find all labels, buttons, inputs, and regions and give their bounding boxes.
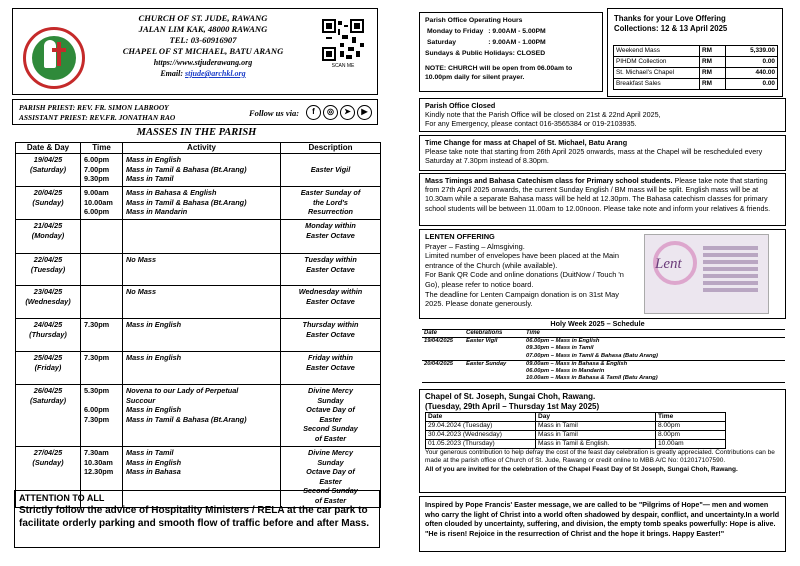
mass-activity: No Mass: [123, 286, 281, 319]
offering-row: [614, 68, 778, 79]
offering-currency: RM: [700, 46, 726, 57]
mass-activity: Mass in English Mass in Tamil & Bahasa (Bt.Arang) Mass in Tamil: [123, 154, 281, 187]
sundays-closed: Sundays & Public Holidays: CLOSED: [425, 50, 546, 57]
offering-amount: 5,339.00: [726, 46, 778, 57]
mass-description: Monday within Easter Octave: [281, 220, 381, 254]
ch-date: 29.04.2024 (Tuesday): [426, 422, 536, 431]
parish-priest: PARISH PRIEST: REV. FR. SIMON LABROOY: [19, 103, 169, 112]
mass-date: 26/04/25 (Saturday): [16, 385, 81, 447]
lenten-poster-word: Lent: [655, 256, 682, 272]
offering-title: Thanks for your Love Offering: [614, 14, 726, 23]
mass-date: 21/04/25 (Monday): [16, 220, 81, 254]
ch-col-day: Day: [536, 413, 656, 422]
time-change-title: Time Change for mass at Chapel of St. Michael, Batu Arang: [425, 138, 628, 147]
ch-time: 8.00pm: [656, 422, 726, 431]
office-closed-body: Kindly note that the Parish Office will be closed on 21st & 22nd April 2025, For any Emergency, please contact 016-3565384 or 019-2103935.: [425, 110, 661, 129]
left-page: [0, 0, 393, 566]
mass-time: [81, 220, 123, 254]
mass-date: 22/04/25 (Tuesday): [16, 254, 81, 286]
mass-row: [16, 352, 381, 385]
qr-code-icon: [322, 19, 364, 61]
col-activity: Activity: [123, 143, 281, 154]
church-address: JALAN LIM KAK, 48000 RAWANG: [138, 24, 268, 34]
lenten-box: [419, 229, 786, 319]
offering-box: [607, 8, 783, 97]
hw-time: 06.00pm – Mass in English 09.30pm – Mass in Tamil 07.00pm – Mass in Tamil & Bahasa (Batu Arang): [524, 338, 785, 361]
chapel-feast-table: [425, 412, 726, 449]
offering-currency: RM: [700, 57, 726, 68]
holy-week-title: Holy Week 2025 – Schedule: [550, 319, 645, 328]
mass-activity: Mass in Bahasa & English Mass in Tamil & Bahasa (Bt.Arang) Mass in Mandarin: [123, 187, 281, 220]
church-logo: [23, 27, 85, 89]
col-time: Time: [81, 143, 123, 154]
hours-day: Monday to Friday: [427, 28, 484, 35]
offering-name: St. Michael's Chapel: [614, 68, 700, 79]
mass-description: Divine Mercy Sunday Octave Day of Easter Second Sunday of Easter: [281, 447, 381, 508]
ch-time: 10.00am: [656, 440, 726, 449]
ch-time: 8.00pm: [656, 431, 726, 440]
col-date: Date & Day: [16, 143, 81, 154]
easter-message-body: Inspired by Pope Francis' Easter message, we are called to be "Pilgrims of Hope"— men and women who carry the light of Christ into a world often shadowed by despair, conflict, and uncertainty.In a world often clouded by uncertainty, suffering, and division, the empty tomb speaks powerfully: Hope is alive.: [425, 500, 780, 529]
hw-celebration: Easter Sunday: [464, 360, 524, 383]
facebook-icon[interactable]: f: [306, 105, 321, 120]
mass-time: 7.30pm: [81, 352, 123, 385]
easter-message-box: [419, 496, 786, 552]
masses-title: MASSES IN THE PARISH: [136, 127, 257, 138]
offering-name: Breakfast Sales: [614, 79, 700, 90]
time-change-box: [419, 135, 786, 171]
time-change-body: Please take note that starting from 26th April 2025 onwards, mass at the Chapel will be rescheduled every Saturday at 7.30pm instead of 8.30pm.: [425, 147, 763, 166]
catechism-body: Please take note that starting from 27th April 2025 onwards, the current Sunday English / BM mass will be split. English mass will be at 10.30am while a separate Bahasa mass will be held at 12.30pm. The Bahasa catechism classes for primary school students will be between 11.00am to 12.00noon. Please take note and inform your relatives & friends.: [425, 176, 771, 213]
ch-day: Mass in Tamil & English.: [536, 440, 656, 449]
hw-time: 09.00am – Mass in Bahasa & English 06.00pm – Mass in Mandarin 10.00am – Mass in Bahasa & Tamil (Batu Arang): [524, 360, 785, 383]
mass-row: [16, 319, 381, 352]
attention-box: [14, 490, 380, 548]
email-label: Email:: [160, 69, 183, 78]
instagram-icon[interactable]: ◎: [323, 105, 338, 120]
attention-title: ATTENTION TO ALL: [19, 493, 105, 503]
hw-date: 20/04/2025: [422, 360, 464, 383]
attention-message: Strictly follow the advice of Hospitality Ministers / RELA at the car park to facilitate orderly parking and smooth flow of traffic before and after Mass.: [19, 504, 370, 529]
mass-date: 20/04/25 (Sunday): [16, 187, 81, 220]
col-description: Description: [281, 143, 381, 154]
church-header: [12, 8, 378, 95]
offering-row: [614, 46, 778, 57]
hw-col-celebrations: Celebrations: [464, 330, 524, 338]
mass-date: 25/04/25 (Friday): [16, 352, 81, 385]
office-closed-box: [419, 98, 786, 132]
qr-caption: SCAN ME: [331, 63, 355, 69]
mass-row: [16, 187, 381, 220]
mass-activity: Mass in Tamil Mass in English Mass in Bahasa: [123, 447, 281, 508]
ch-date: 30.04.2023 (Wednesday): [426, 431, 536, 440]
mass-description: Divine Mercy Sunday Octave Day of Easter Second Sunday of Easter: [281, 385, 381, 447]
church-open-note: NOTE: CHURCH will be open from 06.00am to 10.00pm daily for silent prayer.: [425, 65, 573, 81]
chapel-feast-row: [426, 440, 726, 449]
offering-row: [614, 79, 778, 90]
office-hours-title: Parish Office Operating Hours: [425, 17, 523, 24]
offering-table: [613, 45, 778, 90]
ch-col-date: Date: [426, 413, 536, 422]
mass-activity: [123, 220, 281, 254]
office-closed-title: Parish Office Closed: [425, 101, 496, 110]
mass-time: 6.00pm 7.00pm 9.30pm: [81, 154, 123, 187]
lenten-body: Prayer – Fasting – Almsgiving. Limited number of envelopes have been placed at the Main entrance of the Church (while available). For Bank QR Code and online donations (DuitNow / Touch 'n Go), please refer to notice board. The deadline for Lenten Campaign donation is on 31st May 2025. Please donate generously.: [425, 241, 624, 309]
holy-week-row: [422, 360, 785, 383]
mass-date: 19/04/25 (Saturday): [16, 154, 81, 187]
ch-col-time: Time: [656, 413, 726, 422]
offering-name: PIHDM Collection: [614, 57, 700, 68]
mass-description: Tuesday within Easter Octave: [281, 254, 381, 286]
hw-col-time: Time: [524, 330, 785, 338]
holy-week-row: [422, 338, 785, 361]
holy-week-table: [422, 329, 785, 383]
hours-day: Saturday: [427, 39, 457, 46]
office-hours-box: [419, 12, 603, 92]
mass-activity: Mass in English: [123, 319, 281, 352]
chapel-feast-title: Chapel of St. Joseph, Sungai Choh, Rawang.: [425, 392, 596, 401]
mass-description: Easter Sunday of the Lord's Resurrection: [281, 187, 381, 220]
masses-table: [15, 142, 381, 508]
mass-date: 27/04/25 (Sunday): [16, 447, 81, 508]
mass-row: [16, 385, 381, 447]
offering-currency: RM: [700, 79, 726, 90]
mass-time: 5.30pm 6.00pm 7.30pm: [81, 385, 123, 447]
mass-activity: No Mass: [123, 254, 281, 286]
catechism-box: [419, 173, 786, 226]
mass-time: [81, 286, 123, 319]
church-name: CHURCH OF ST. JUDE, RAWANG: [138, 13, 268, 23]
easter-message-quote: "He is risen! Rejoice in the resurrection of Christ and the hope it brings. Happy Easter!": [425, 528, 725, 538]
chapel-feast-note: Your generous contribution to help defray the cost of the feast day celebration is greatly appreciated. Contributions can be made at the parish office of Church of St. Jude, Rawang or credit online to MBB A/C No: 012017107590.: [425, 449, 775, 465]
chapel-name: CHAPEL OF ST MICHAEL, BATU ARANG: [122, 46, 284, 56]
ch-date: 01.05.2023 (Thursday): [426, 440, 536, 449]
chapel-feast-row: [426, 422, 726, 431]
hours-time: : 9.00AM - 1.00PM: [488, 39, 546, 46]
offering-row: [614, 57, 778, 68]
mass-description: Thursday within Easter Octave: [281, 319, 381, 352]
mass-activity: Mass in English: [123, 352, 281, 385]
chapel-feast-subtitle: (Tuesday, 29th April – Thursday 1st May 2025): [425, 401, 600, 411]
offering-amount: 440.00: [726, 68, 778, 79]
offering-amount: 0.00: [726, 79, 778, 90]
telegram-icon[interactable]: ➤: [340, 105, 355, 120]
mass-row: [16, 254, 381, 286]
lenten-title: LENTEN OFFERING: [425, 232, 495, 241]
mass-time: [81, 254, 123, 286]
youtube-icon[interactable]: ▶: [357, 105, 372, 120]
church-info: [93, 13, 313, 79]
catechism-title: Mass Timings and Bahasa Catechism class for Primary school students.: [425, 176, 673, 185]
mass-time: 9.00am 10.00am 6.00pm: [81, 187, 123, 220]
assistant-priest: ASSISTANT PRIEST: REV.FR. JONATHAN RAO: [19, 113, 176, 122]
mass-activity: Novena to our Lady of Perpetual Succour Mass in English Mass in Tamil & Bahasa (Bt.Arang): [123, 385, 281, 447]
mass-row: [16, 154, 381, 187]
lenten-poster-image: [644, 234, 769, 314]
mass-description: Friday within Easter Octave: [281, 352, 381, 385]
offering-currency: RM: [700, 68, 726, 79]
offering-name: Weekend Mass: [614, 46, 700, 57]
hw-col-date: Date: [422, 330, 464, 338]
mass-time: 7.30pm: [81, 319, 123, 352]
email-link[interactable]: stjude@archkl.org: [185, 69, 246, 78]
offering-amount: 0.00: [726, 57, 778, 68]
chapel-feast-box: [419, 389, 786, 493]
priests-box: [12, 99, 378, 125]
ch-day: Mass in Tamil: [536, 431, 656, 440]
church-tel: TEL: 03-60916907: [169, 35, 237, 45]
mass-row: [16, 220, 381, 254]
mass-date: 23/04/25 (Wednesday): [16, 286, 81, 319]
hw-celebration: Easter Vigil: [464, 338, 524, 361]
follow-label: Follow us via:: [249, 108, 300, 118]
offering-subtitle: Collections: 12 & 13 April 2025: [614, 24, 728, 33]
right-page: [400, 0, 800, 566]
website-link[interactable]: https://www.stjuderawang.org: [153, 58, 253, 67]
mass-description: Easter Vigil: [281, 154, 381, 187]
hours-time: : 9.00AM - 5.00PM: [488, 28, 546, 35]
chapel-feast-invite: All of you are invited for the celebration of the Chapel Feast Day of St Joseph, Sungai Choh, Rawang.: [425, 465, 738, 473]
mass-row: [16, 286, 381, 319]
ch-day: Mass in Tamil: [536, 422, 656, 431]
mass-description: Wednesday within Easter Octave: [281, 286, 381, 319]
mass-time: 7.30am 10.30am 12.30pm: [81, 447, 123, 508]
mass-date: 24/04/25 (Thursday): [16, 319, 81, 352]
chapel-feast-row: [426, 431, 726, 440]
qr-code[interactable]: [322, 19, 364, 87]
hw-date: 19/04/2025: [422, 338, 464, 361]
